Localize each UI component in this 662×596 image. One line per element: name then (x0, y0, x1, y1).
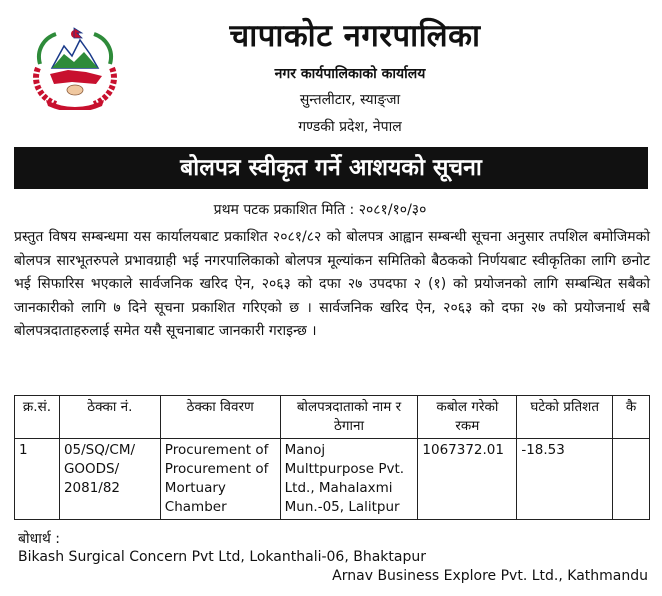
col-serial: क्र.सं. (15, 396, 60, 439)
cell-bidder: Manoj Multtpurpose Pvt. Ltd., Mahalaxmi Mun.-05, Lalitpur (280, 439, 418, 520)
office-address: सुन्तलीटार, स्याङ्जा (299, 92, 401, 108)
cell-remarks (613, 439, 650, 520)
col-amount: कबोल गरेको रकम (418, 396, 517, 439)
cell-serial: 1 (15, 439, 60, 520)
contract-table (14, 395, 650, 520)
notice-banner: बोलपत्र स्वीकृत गर्ने आशयको सूचना (14, 147, 648, 189)
cell-amount: 1067372.01 (418, 439, 517, 520)
cell-percent: -18.53 (517, 439, 613, 520)
office-name: नगर कार्यपालिकाको कार्यालय (274, 66, 426, 82)
cc-label: बोधार्थ : (18, 531, 60, 547)
notice-body: प्रस्तुत विषय सम्बन्धमा यस कार्यालयबाट प्रकाशित २०८१/८२ को बोलपत्र आह्वान सम्बन्धी सूचना अनुसार तपशिल बमोजिमको बोलपत्र सारभूतरुपले प्रभावग्राही भई नगरपालिकाको बोलपत्र मूल्यांकन समितिको बैठकको निर्णयबाट स्वीकृतिका लागि छनोट भई सिफारिस भएकाले सार्वजनिक खरिद ऐन, २०६३ को दफा २७ उपदफा २ (१) को प्रयोजनको लागि सम्बन्धित सबैको जानकारीको लागि ७ दिने सूचना प्रकाशित गरिएको छ । सार्वजनिक खरिद ऐन, २०६३ को दफा २७ को प्रयोजनार्थ सबै बोलपत्रदाताहरुलाई समेत यसै सूचनाबाट जानकारी गराइन्छ । (14, 229, 650, 339)
published-date: प्रथम पटक प्रकाशित मिति : २०८१/१०/३० (213, 202, 427, 218)
col-remarks: कै (613, 396, 650, 439)
col-description: ठेक्का विवरण (160, 396, 280, 439)
nepal-government-emblem-icon (28, 24, 122, 110)
cc-recipient-1: Bikash Surgical Concern Pvt Ltd, Lokanthali-06, Bhaktapur (18, 549, 426, 565)
table-row (15, 439, 650, 520)
office-province: गण्डकी प्रदेश, नेपाल (298, 119, 402, 135)
table-header-row (15, 396, 650, 439)
cell-contract-no: 05/SQ/CM/ GOODS/ 2081/82 (59, 439, 160, 520)
cc-recipient-2: Arnav Business Explore Pvt. Ltd., Kathmandu (332, 568, 648, 584)
col-bidder: बोलपत्रदाताको नाम र ठेगाना (280, 396, 418, 439)
municipality-title: चापाकोट नगरपालिका (229, 18, 481, 54)
col-percent: घटेको प्रतिशत (517, 396, 613, 439)
cell-description: Procurement of Procurement of Mortuary Chamber (160, 439, 280, 520)
col-contract-no: ठेक्का नं. (59, 396, 160, 439)
